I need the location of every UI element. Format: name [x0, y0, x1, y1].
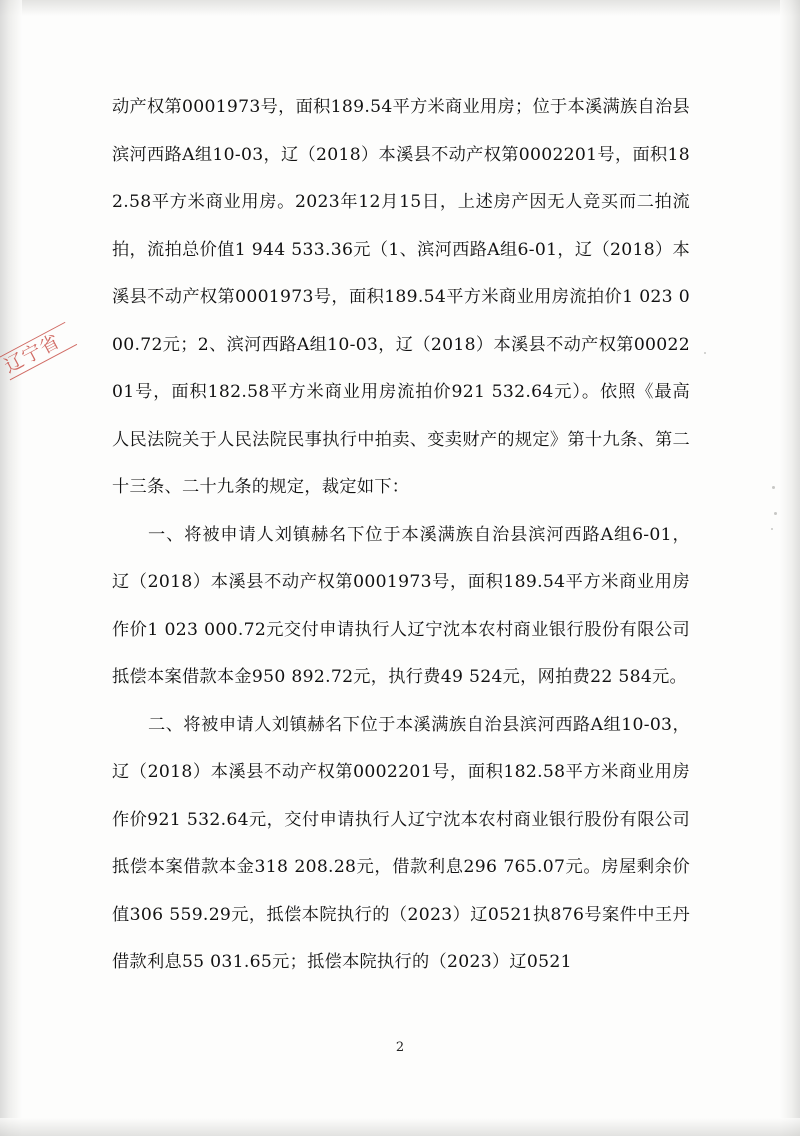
scan-edge-top	[0, 0, 800, 16]
scan-speck	[771, 528, 773, 530]
scan-edge-bottom	[0, 1118, 800, 1136]
stamp-text: 辽宁省	[0, 322, 77, 381]
scan-speck	[774, 512, 777, 515]
paragraph-1: 动产权第0001973号，面积189.54平方米商业用房；位于本溪满族自治县滨河西路A组10-03，辽（2018）本溪县不动产权第0002201号，面积182.58平方米商业用房。2023年12月15日，上述房产因无人竞买而二拍流拍，流拍总价值1 944 533.36元（1、滨河西路A组6-01，辽（2018）本溪县不动产权第0001973号，面积189.54平方米商业用房流拍价1 023 000.72元；2、滨河西路A组10-03，辽（2018）本溪县不动产权第0002201号，面积182.58平方米商业用房流拍价921 532.64元）。依照《最高人民法院关于人民法院民事执行中拍卖、变卖财产的规定》第十九条、第二十三条、二十九条的规定，裁定如下：	[112, 97, 690, 497]
scan-edge-left	[0, 0, 22, 1136]
scan-speck	[704, 352, 706, 354]
document-text-body	[112, 84, 690, 987]
paragraph-2: 一、将被申请人刘镇赫名下位于本溪满族自治县滨河西路A组6-01，辽（2018）本溪县不动产权第0001973号，面积189.54平方米商业用房作价1 023 000.72元交付申请执行人辽宁沈本农村商业银行股份有限公司抵偿本案借款本金950 892.72元，执行费49 524元，网拍费22 584元。	[112, 524, 690, 687]
scan-speck	[772, 486, 775, 489]
page-number: 2	[395, 1040, 405, 1055]
scan-edge-right	[780, 0, 800, 1136]
paragraph-3: 二、将被申请人刘镇赫名下位于本溪满族自治县滨河西路A组10-03，辽（2018）本溪县不动产权第0002201号，面积182.58平方米商业用房作价921 532.64元，交付申请执行人辽宁沈本农村商业银行股份有限公司抵偿本案借款本金318 208.28元，借款利息296 765.07元。房屋剩余价值306 559.29元，抵偿本院执行的（2023）辽0521执876号案件中王丹借款利息55 031.65元；抵偿本院执行的（2023）辽0521	[112, 714, 690, 972]
